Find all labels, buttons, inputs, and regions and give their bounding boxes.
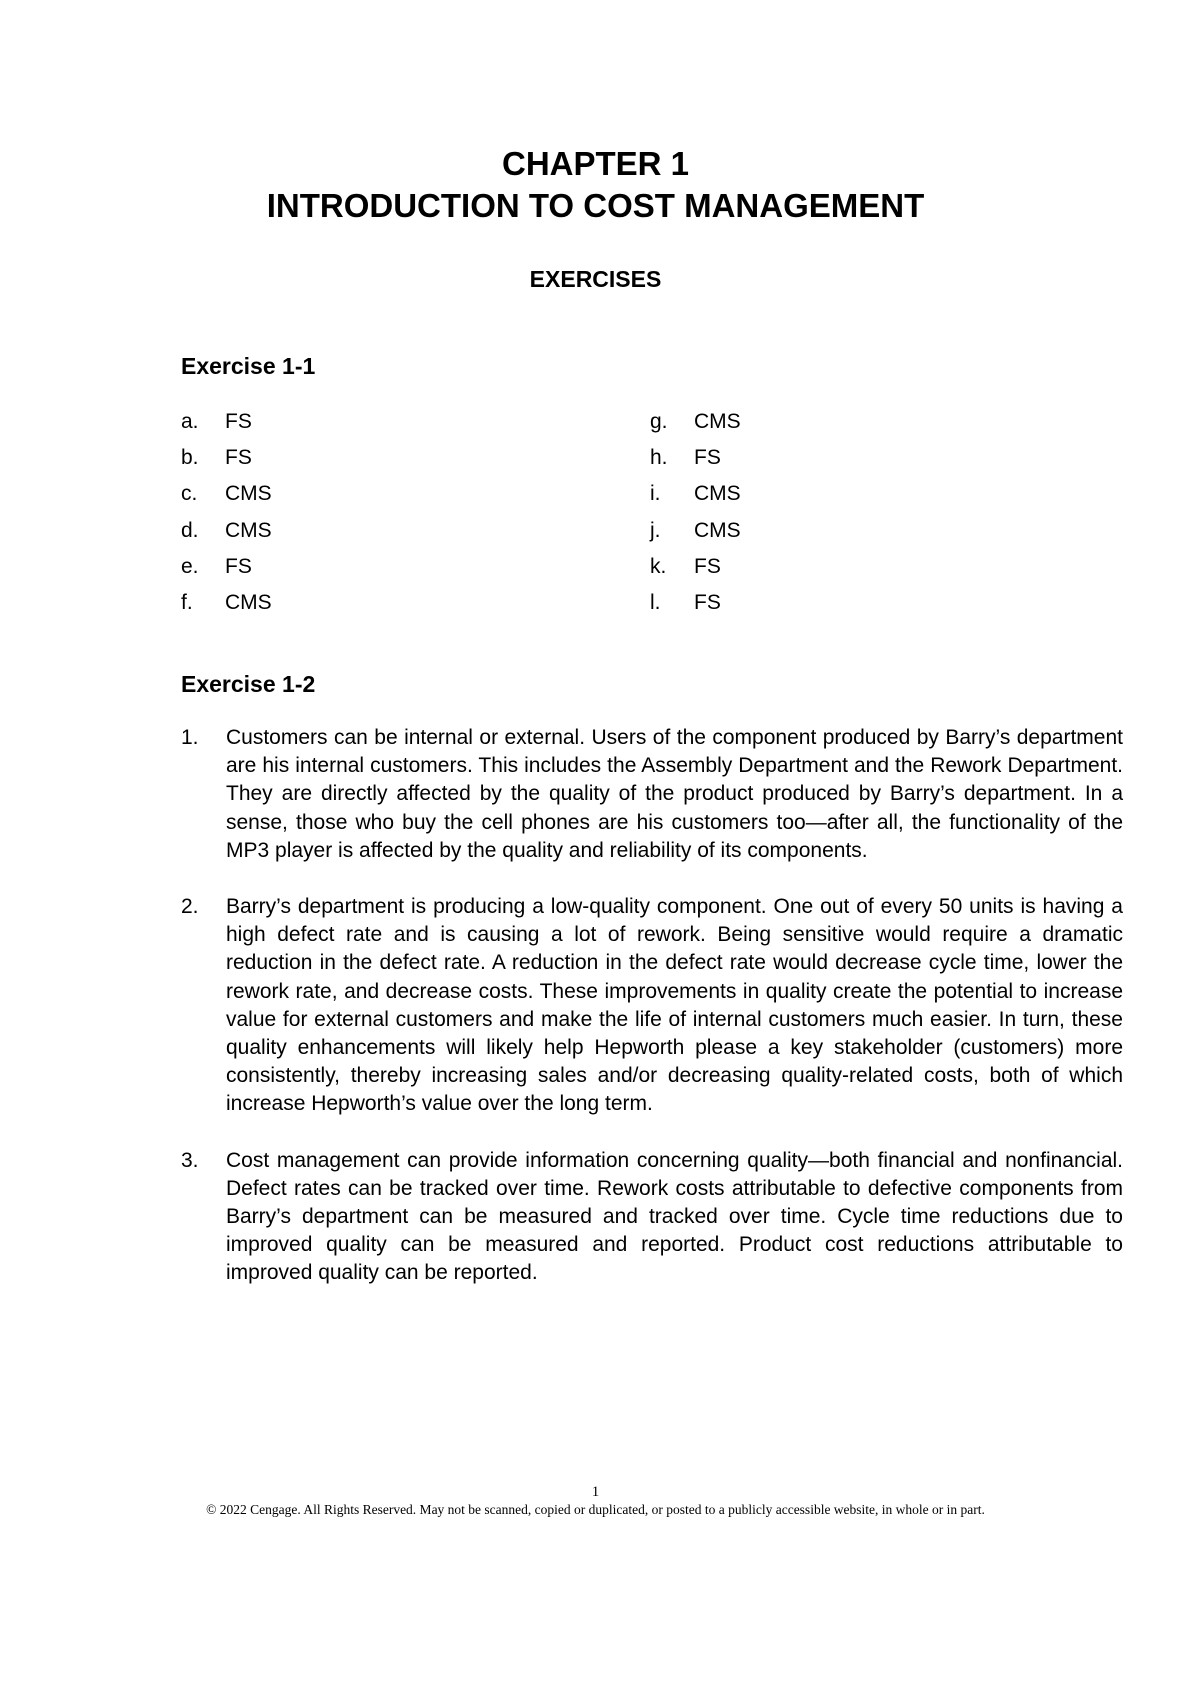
answer-letter: d.: [181, 518, 199, 542]
numbered-answer: [181, 724, 1123, 865]
answer-value: FS: [225, 410, 252, 433]
answer-letter: j.: [650, 518, 661, 542]
answer-text: Customers can be internal or external. Users of the component produced by Barry’s department are his internal customers. This includes the Assembly Department and the Rework Department. They are directly affected by the quality of the product produced by Barry’s department. In a sense, those who buy the cell phones are his customers too—after all, the functionality of the MP3 player is affected by the quality and reliability of its components.: [226, 726, 1123, 862]
answer-number: 1.: [181, 726, 199, 749]
answer-text: Barry’s department is producing a low-quality component. One out of every 50 units is having a high defect rate and is causing a lot of rework. Being sensitive would require a dramatic reduction in the defect rate. A reduction in the defect rate would decrease cycle time, lower the rework rate, and decrease costs. These improvements in quality create the potential to increase value for external customers and make the life of internal customers much easier. In turn, these quality enhancements will likely help Hepworth please a key stakeholder (customers) more consistently, thereby increasing sales and/or decreasing quality-related costs, both of which increase Hepworth’s value over the long term.: [226, 895, 1123, 1116]
answer-text: Cost management can provide information concerning quality—both financial and nonfinancial. Defect rates can be tracked over time. Rework costs attributable to defective components from Barry’s department can be measured and tracked over time. Cycle time reductions due to improved quality can be measured and reported. Product cost reductions attributable to improved quality can be reported.: [226, 1148, 1123, 1285]
answer-value: FS: [225, 446, 252, 470]
exercise-1-2-answers: [181, 724, 1123, 1316]
answer-letter: k.: [650, 554, 667, 578]
chapter-subtitle: INTRODUCTION TO COST MANAGEMENT: [266, 187, 925, 224]
answer-value: CMS: [694, 518, 741, 542]
chapter-title: CHAPTER 1: [501, 145, 690, 182]
answer-value: FS: [225, 554, 252, 578]
numbered-answer: [181, 893, 1123, 1119]
answer-number: 2.: [181, 895, 199, 919]
answer-letter: b.: [181, 446, 199, 470]
answer-letter: i.: [650, 482, 661, 506]
answer-letter: f.: [181, 590, 193, 614]
answer-value: CMS: [225, 590, 272, 614]
page-number: 1: [591, 1484, 600, 1500]
answer-value: FS: [694, 446, 721, 470]
answer-letter: g.: [650, 410, 668, 433]
section-heading: EXERCISES: [529, 266, 662, 292]
answer-value: FS: [694, 590, 721, 614]
answer-value: CMS: [225, 518, 272, 542]
answer-letter: a.: [181, 410, 199, 433]
answer-value: CMS: [694, 410, 741, 433]
answer-letter: e.: [181, 554, 199, 578]
answer-value: CMS: [225, 482, 272, 506]
copyright-notice: © 2022 Cengage. All Rights Reserved. May not be scanned, copied or duplicated, or posted to a publicly accessible website, in whole or in part.: [206, 1502, 985, 1517]
answer-letter: l.: [650, 590, 661, 614]
exercise-1-2-heading: Exercise 1-2: [181, 671, 316, 697]
answer-number: 3.: [181, 1148, 199, 1172]
answer-value: CMS: [694, 482, 741, 506]
exercise-1-1-heading: Exercise 1-1: [181, 353, 316, 379]
answer-letter: h.: [650, 446, 668, 470]
answer-letter: c.: [181, 482, 198, 506]
answer-value: FS: [694, 554, 721, 578]
numbered-answer: [181, 1147, 1123, 1288]
